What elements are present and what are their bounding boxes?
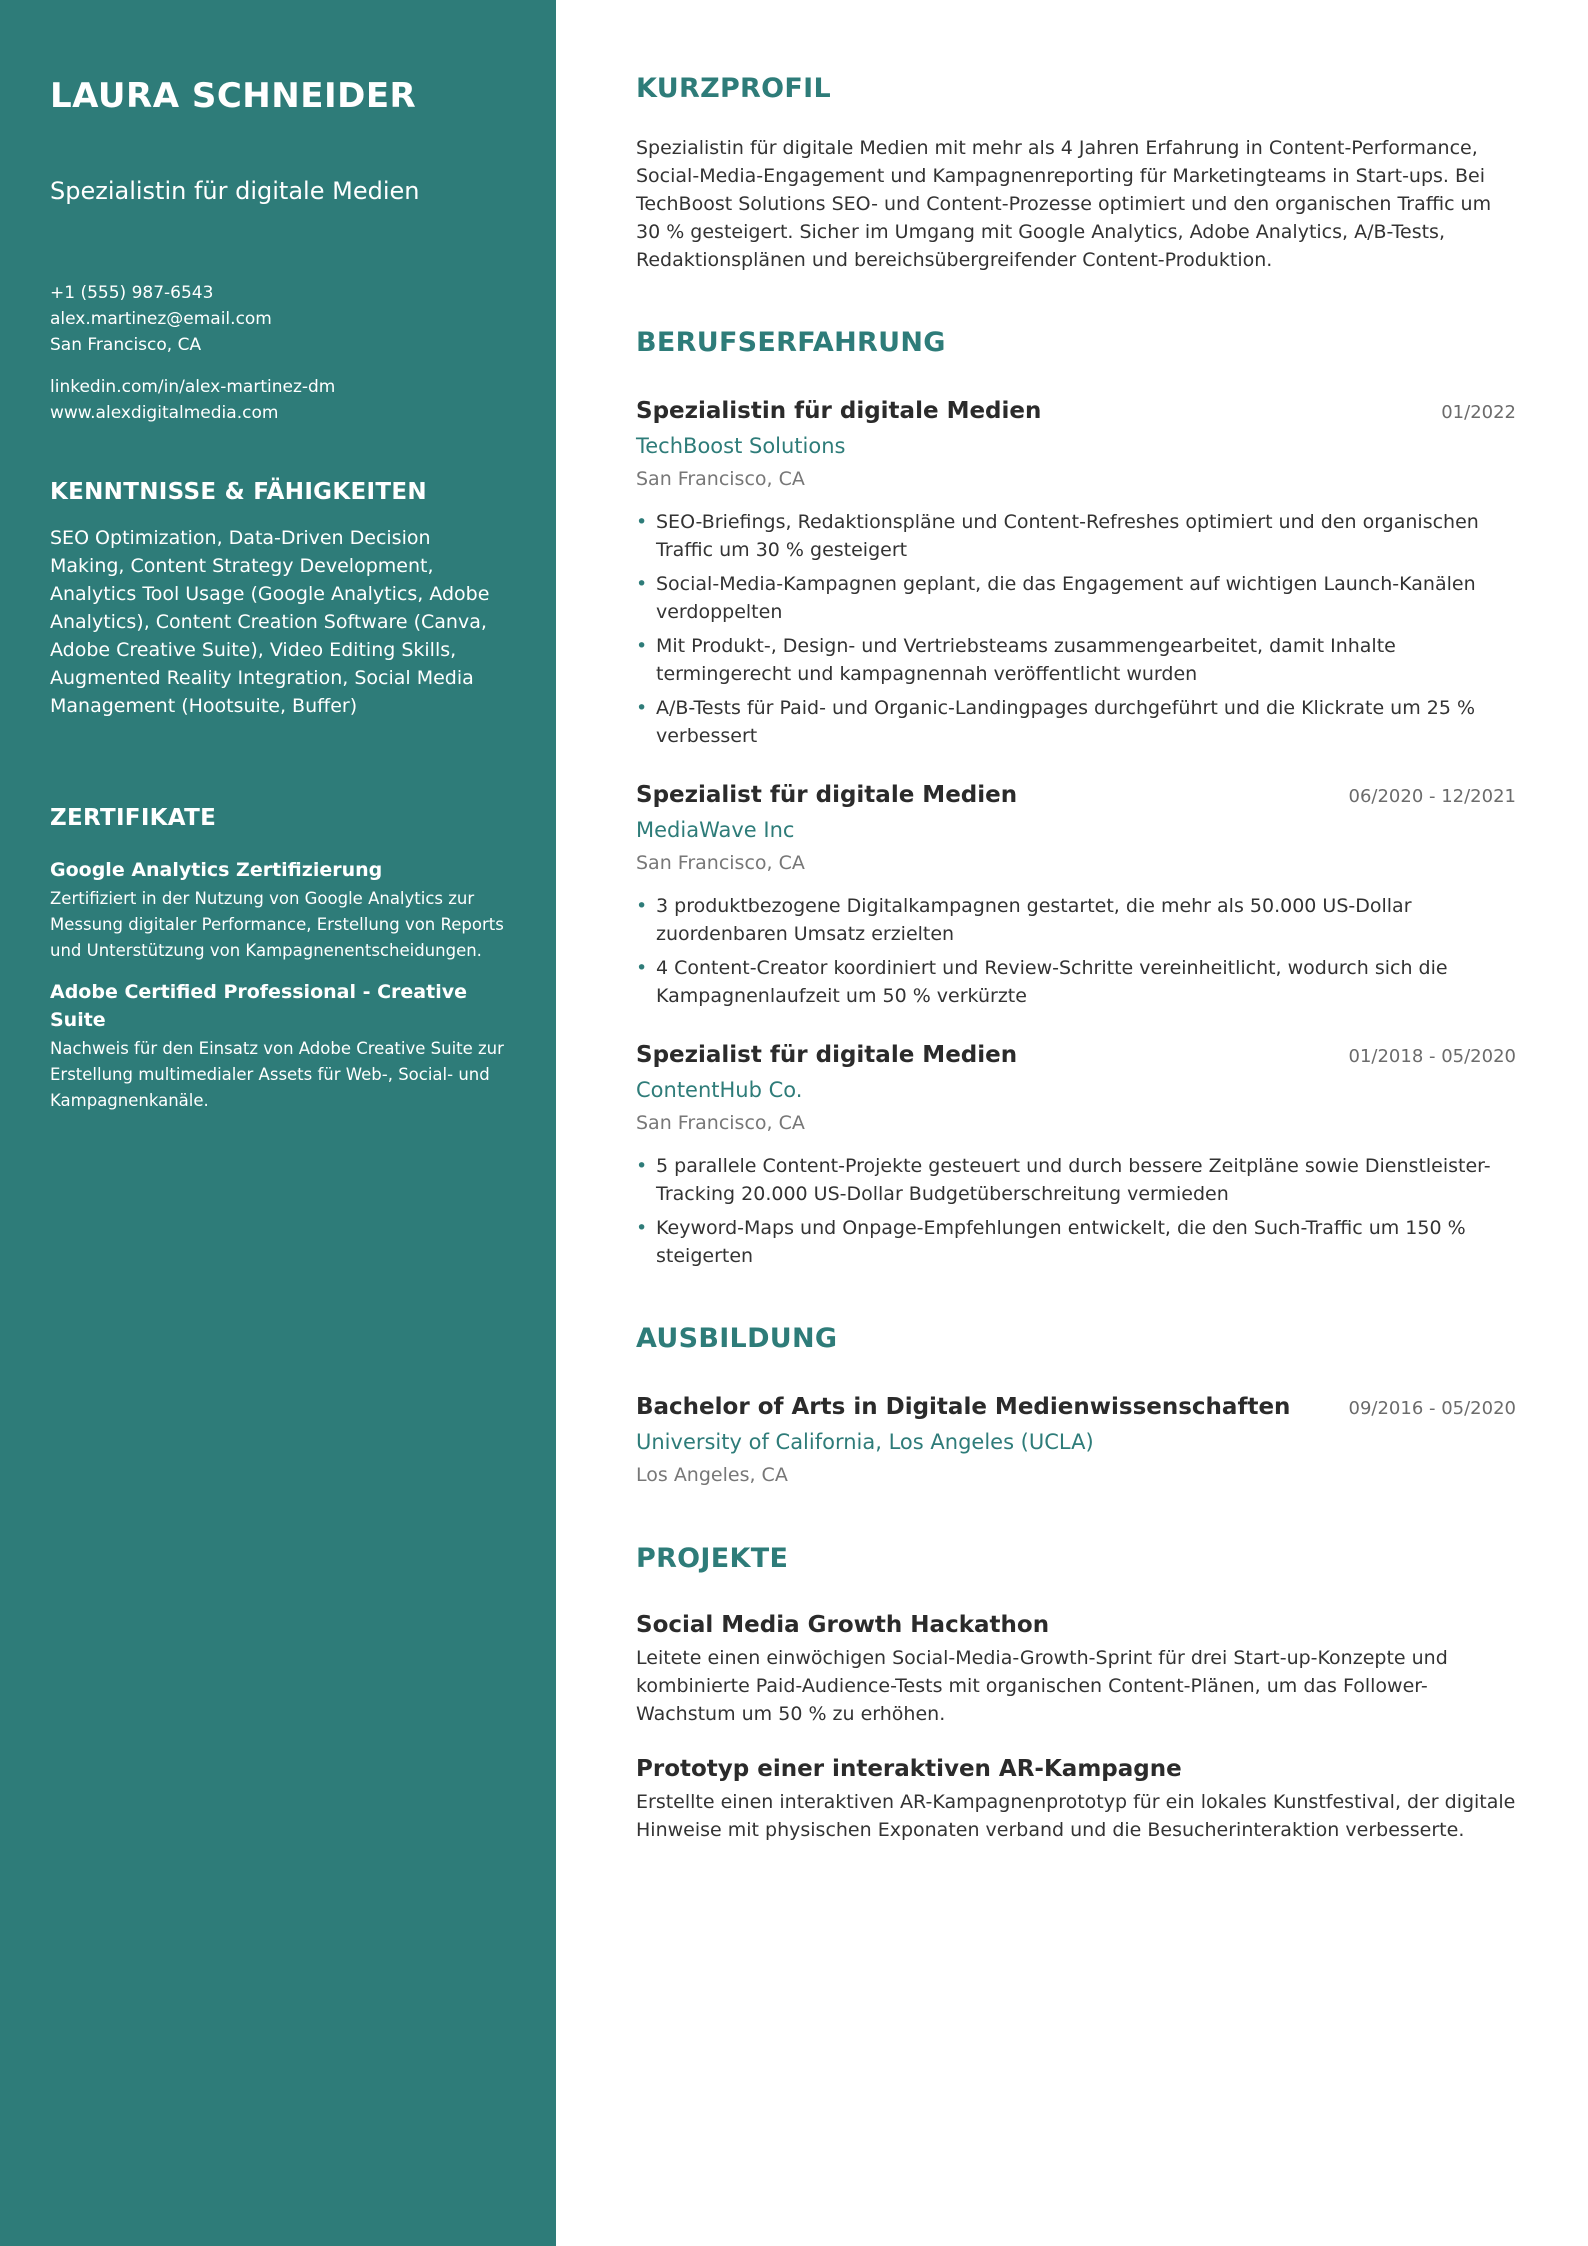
- contact-linkedin-link[interactable]: linkedin.com/in/alex-martinez-dm: [50, 377, 336, 397]
- certificate-title: Google Analytics Zertifizierung: [50, 859, 383, 881]
- profile-text: Spezialistin für digitale Medien mit mehr als 4 Jahren Erfahrung in Content-Performance, Social-Media-Engagement und Kampagnenreporting für Marketingteams in Start-ups. Bei TechBoost Solutions SEO- und Content-Prozesse optimiert und den organischen Traffic um 30 % gesteigert. Sicher im Umgang mit Google Analytics, Adobe Analytics, A/B-Tests, Redaktionsplänen und bereichsübergreifender Content-Produktion.: [636, 137, 1492, 271]
- job-location: San Francisco, CA: [636, 468, 805, 490]
- main-content: [556, 0, 1588, 2246]
- job-bullets: [636, 508, 1516, 750]
- job-bullets: [636, 892, 1516, 1010]
- job-company: TechBoost Solutions: [636, 434, 846, 458]
- projects-heading: PROJEKTE: [636, 1543, 789, 1574]
- education-date: 09/2016 - 05/2020: [1348, 1398, 1516, 1419]
- profile-section: [636, 70, 1516, 274]
- education-location: Los Angeles, CA: [636, 1464, 788, 1486]
- job-bullets: [636, 1152, 1516, 1270]
- job-date: 06/2020 - 12/2021: [1348, 786, 1516, 807]
- sidebar: [0, 0, 556, 2246]
- job-header: [636, 778, 1516, 812]
- project-item: [636, 1608, 1516, 1728]
- project-description: Erstellte einen interaktiven AR-Kampagnenprototyp für ein lokales Kunstfestival, der digitale Hinweise mit physischen Exponaten verband und die Besucherinteraktion verbesserte.: [636, 1791, 1516, 1841]
- education-section: [636, 1320, 1516, 1490]
- skills-heading: KENNTNISSE & FÄHIGKEITEN: [50, 479, 427, 505]
- certificate-title: Adobe Certified Professional - Creative Suite: [50, 981, 467, 1031]
- project-title: Prototyp einer interaktiven AR-Kampagne: [636, 1756, 1182, 1782]
- skills-section: [50, 476, 506, 720]
- contact-phone: +1 (555) 987-6543: [50, 283, 214, 303]
- job-entry: [636, 1038, 1516, 1270]
- education-header: [636, 1390, 1516, 1424]
- job-title: Spezialist für digitale Medien: [636, 1042, 1018, 1068]
- candidate-job-title: Spezialistin für digitale Medien: [50, 177, 420, 205]
- job-bullet: • SEO-Briefings, Redaktionspläne und Content-Refreshes optimiert und den organischen Traffic um 30 % gesteigert: [636, 508, 1516, 564]
- job-bullet: • Keyword-Maps und Onpage-Empfehlungen entwickelt, die den Such-Traffic um 150 % steigerten: [636, 1214, 1516, 1270]
- job-title: Spezialistin für digitale Medien: [636, 398, 1042, 424]
- profile-heading: KURZPROFIL: [636, 73, 831, 104]
- job-bullet: • A/B-Tests für Paid- und Organic-Landingpages durchgeführt und die Klickrate um 25 % verbessert: [636, 694, 1516, 750]
- job-header: [636, 394, 1516, 428]
- contact-links: [50, 374, 506, 426]
- job-company: MediaWave Inc: [636, 818, 795, 842]
- job-bullet: • Mit Produkt-, Design- und Vertriebsteams zusammengearbeitet, damit Inhalte termingerecht und kampagnennah veröffentlicht wurden: [636, 632, 1516, 688]
- certificate-description: Zertifiziert in der Nutzung von Google Analytics zur Messung digitaler Performance, Erstellung von Reports und Unterstützung von Kampagnenentscheidungen.: [50, 889, 504, 960]
- job-title: Spezialist für digitale Medien: [636, 782, 1018, 808]
- education-entry: [636, 1390, 1516, 1490]
- job-header: [636, 1038, 1516, 1072]
- contact-block: [50, 280, 506, 426]
- contact-website-link[interactable]: www.alexdigitalmedia.com: [50, 403, 279, 423]
- skills-text: SEO Optimization, Data-Driven Decision Making, Content Strategy Development, Analytics Tool Usage (Google Analytics, Adobe Analytics), Content Creation Software (Canva, Adobe Creative Suite), Video Editing Skills, Augmented Reality Integration, Social Media Management (Hootsuite, Buffer): [50, 527, 490, 717]
- experience-heading: BERUFSERFAHRUNG: [636, 327, 946, 358]
- contact-email: alex.martinez@email.com: [50, 309, 272, 329]
- certificates-section: [50, 802, 506, 1114]
- job-bullet: • Social-Media-Kampagnen geplant, die das Engagement auf wichtigen Launch-Kanälen verdoppelten: [636, 570, 1516, 626]
- contact-location: San Francisco, CA: [50, 335, 202, 355]
- job-bullet: • 4 Content-Creator koordiniert und Review-Schritte vereinheitlicht, wodurch sich die Kampagnenlaufzeit um 50 % verkürzte: [636, 954, 1516, 1010]
- job-location: San Francisco, CA: [636, 852, 805, 874]
- project-item: [636, 1752, 1516, 1844]
- certificate-item: [50, 856, 506, 964]
- certificates-heading: ZERTIFIKATE: [50, 805, 217, 831]
- certificate-item: [50, 978, 506, 1114]
- job-date: 01/2018 - 05/2020: [1348, 1046, 1516, 1067]
- job-location: San Francisco, CA: [636, 1112, 805, 1134]
- projects-section: [636, 1540, 1516, 1844]
- education-heading: AUSBILDUNG: [636, 1323, 838, 1354]
- project-description: Leitete einen einwöchigen Social-Media-Growth-Sprint für drei Start-up-Konzepte und kombinierte Paid-Audience-Tests mit organischen Content-Plänen, um das Follower-Wachstum um 50 % zu erhöhen.: [636, 1647, 1448, 1725]
- job-bullet: • 5 parallele Content-Projekte gesteuert und durch bessere Zeitpläne sowie Dienstleister-Tracking 20.000 US-Dollar Budgetüberschreitung vermieden: [636, 1152, 1516, 1208]
- education-school: University of California, Los Angeles (UCLA): [636, 1430, 1094, 1454]
- education-degree: Bachelor of Arts in Digitale Medienwissenschaften: [636, 1394, 1291, 1420]
- job-entry: [636, 394, 1516, 750]
- job-company: ContentHub Co.: [636, 1078, 803, 1102]
- job-entry: [636, 778, 1516, 1010]
- project-title: Social Media Growth Hackathon: [636, 1612, 1050, 1638]
- experience-section: [636, 324, 1516, 1270]
- certificate-description: Nachweis für den Einsatz von Adobe Creative Suite zur Erstellung multimedialer Assets für Web-, Social- und Kampagnenkanäle.: [50, 1039, 504, 1110]
- candidate-name: LAURA SCHNEIDER: [50, 76, 417, 116]
- job-date: 01/2022: [1441, 402, 1516, 423]
- job-bullet: • 3 produktbezogene Digitalkampagnen gestartet, die mehr als 50.000 US-Dollar zuordenbaren Umsatz erzielten: [636, 892, 1516, 948]
